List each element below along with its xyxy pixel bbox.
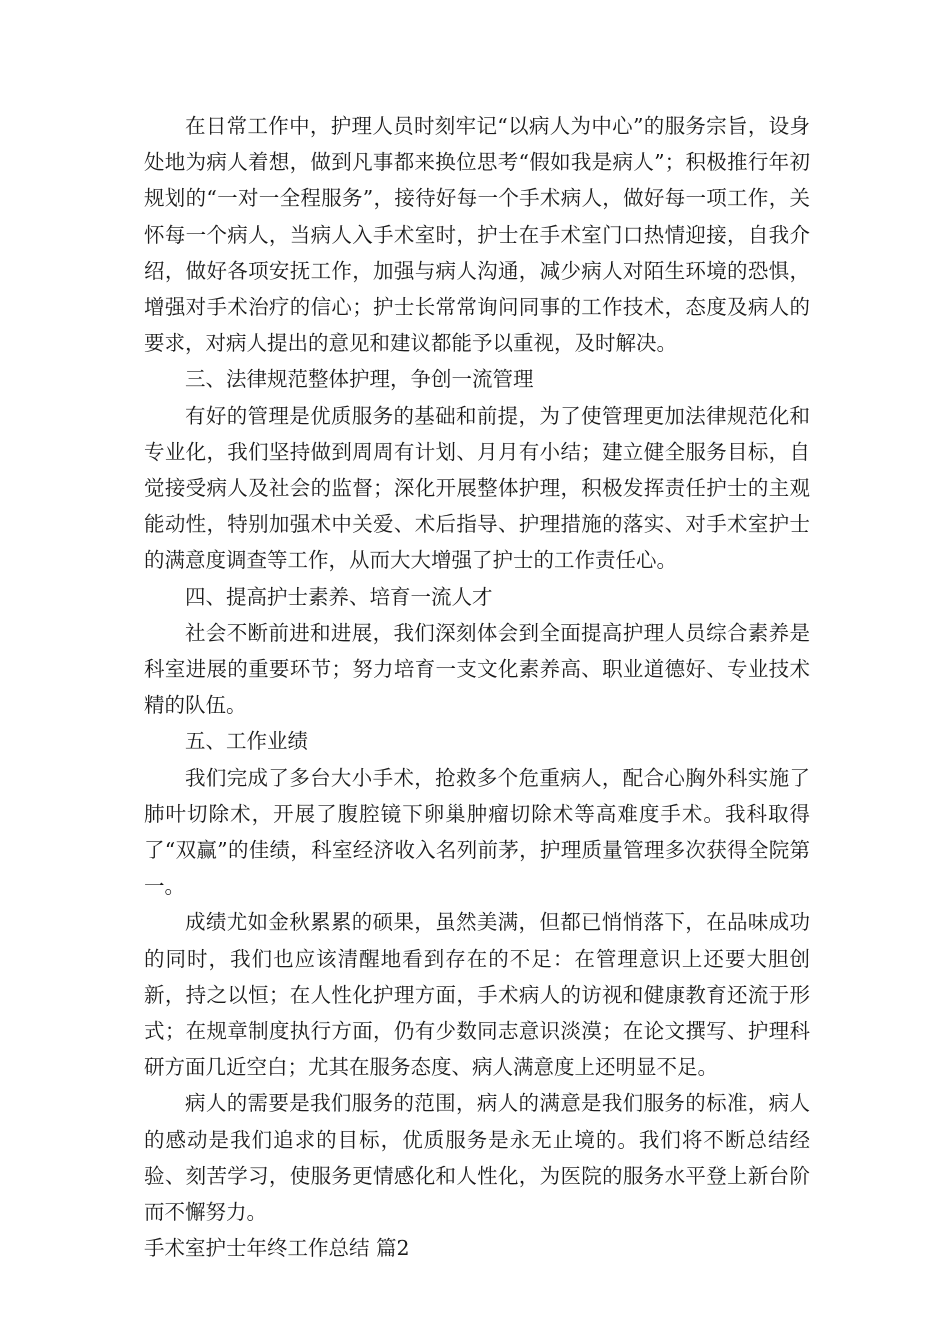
section-heading-4: 四、提高护士素养、培育一流人才 (185, 584, 493, 609)
paragraph-conclusion: 病人的需要是我们服务的范围，病人的满意是我们服务的标准，病人的感动是我们追求的目标，优质服务是永无止境的。我们将不断总结经验、刻苦学习，使服务更情感化和人性化，为医院的服务水平登上新台阶而不懈努力。 (144, 1091, 810, 1225)
paragraph-talent-training: 社会不断前进和进展，我们深刻体会到全面提高护理人员综合素养是科室进展的重要环节；努力培育一支文化素养高、职业道德好、专业技术精的队伍。 (144, 620, 810, 718)
section-heading-5: 五、工作业绩 (185, 729, 308, 754)
document-page (144, 108, 810, 1267)
paragraph-achievements: 我们完成了多台大小手术，抢救多个危重病人，配合心胸外科实施了肺叶切除术，开展了腹腔镜下卵巢肿瘤切除术等高难度手术。我科取得了“双赢”的佳绩，科室经济收入名列前茅，护理质量管理多次获得全院第一。 (144, 765, 810, 899)
section-heading-3: 三、法律规范整体护理，争创一流管理 (185, 367, 534, 392)
paragraph-management: 有好的管理是优质服务的基础和前提，为了使管理更加法律规范化和专业化，我们坚持做到周周有计划、月月有小结；建立健全服务目标，自觉接受病人及社会的监督；深化开展整体护理，积极发挥责任护士的主观能动性，特别加强术中关爱、术后指导、护理措施的落实、对手术室护士的满意度调查等工作，从而大大增强了护士的工作责任心。 (144, 403, 810, 573)
paragraph-patient-centered-service: 在日常工作中，护理人员时刻牢记“以病人为中心”的服务宗旨，设身处地为病人着想，做到凡事都来换位思考“假如我是病人”；积极推行年初规划的“一对一全程服务”，接待好每一个手术病人，做好每一项工作，关怀每一个病人，当病人入手术室时，护士在手术室门口热情迎接，自我介绍，做好各项安抚工作，加强与病人沟通，减少病人对陌生环境的恐惧，增强对手术治疗的信心；护士长常常询问同事的工作技术，态度及病人的要求，对病人提出的意见和建议都能予以重视，及时解决。 (144, 114, 810, 356)
next-article-title: 手术室护士年终工作总结 篇2 (144, 1236, 410, 1261)
paragraph-shortcomings: 成绩尤如金秋累累的硕果，虽然美满，但都已悄悄落下，在品味成功的同时，我们也应该清醒地看到存在的不足：在管理意识上还要大胆创新，持之以恒；在人性化护理方面，手术病人的访视和健康教育还流于形式；在规章制度执行方面，仍有少数同志意识淡漠；在论文撰写、护理科研方面几近空白；尤其在服务态度、病人满意度上还明显不足。 (144, 910, 810, 1080)
